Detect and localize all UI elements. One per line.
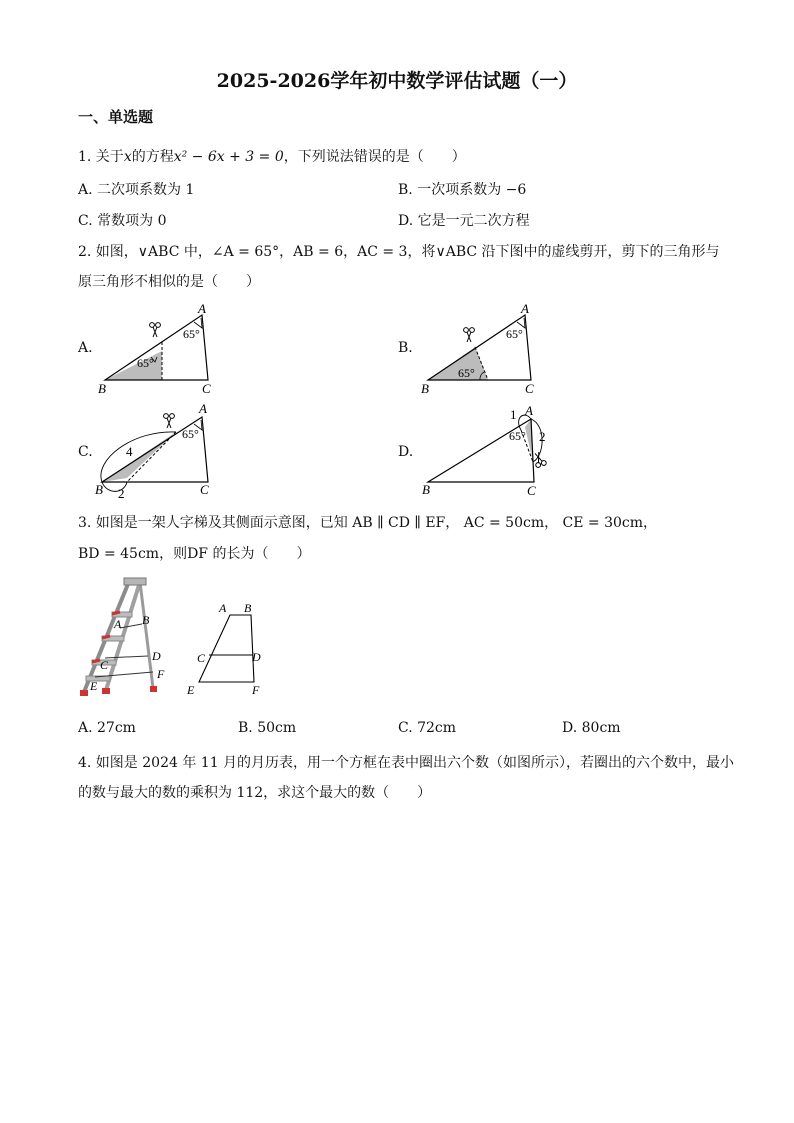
q1-option-b: B. 一次项系数为 −6 [398, 182, 527, 198]
trap-label-e: E [187, 683, 195, 697]
q2a-angle-a: 65° [183, 327, 200, 341]
q2d-len-2: 2 [539, 429, 546, 444]
q2c-label-c: C [200, 482, 209, 497]
q2d-angle-a: 65° [509, 429, 526, 443]
q2-option-b-label: B. [398, 340, 413, 356]
q2c-label-b: B [95, 482, 103, 497]
q2c-label-a: A [199, 401, 207, 416]
question-4-line1: 4. 如图是 2024 年 11 月的月历表，用一个方框在表中圈出六个数（如图所示），若圈出的六个数中，最小 [78, 755, 735, 771]
ladder-label-d: D [152, 649, 161, 663]
q1-option-c: C. 常数项为 0 [78, 213, 167, 229]
ladder-line-ab [120, 624, 142, 628]
q2b-label-b: B [421, 381, 429, 396]
q2-figure-c [92, 400, 222, 500]
ladder-foot-2 [102, 688, 110, 694]
q2-option-d-label: D. [398, 444, 414, 460]
q2a-label-b: B [98, 381, 106, 396]
question-4-line2: 的数与最大的数的乘积为 112，求这个最大的数（ ） [78, 785, 432, 801]
q2-figure-a [95, 300, 225, 398]
question-2-line1: 2. 如图，∨ABC 中，∠A = 65°，AB = 6，AC = 3，将∨ABC 沿下图中的虚线剪开，剪下的三角形与 [78, 244, 720, 260]
section-heading: 一、单选题 [78, 108, 154, 126]
trap-label-c: C [197, 651, 206, 665]
ladder-foot-1 [80, 690, 88, 696]
q2d-label-b: B [422, 482, 430, 497]
page-title: 2025-2026学年初中数学评估试题（一） [216, 70, 578, 92]
trap-label-a: A [219, 601, 227, 615]
q1-option-a: A. 二次项系数为 1 [78, 182, 195, 198]
q2c-brace-4 [101, 432, 176, 482]
ladder-label-b: B [142, 613, 150, 627]
q1-stem-pre: 1. 关于 [78, 149, 124, 165]
q2d-label-c: C [527, 483, 536, 498]
trap-label-b: B [244, 601, 252, 615]
q2c-angle-a: 65° [182, 427, 199, 441]
q1-option-d: D. 它是一元二次方程 [398, 213, 530, 229]
q2-option-c-label: C. [78, 444, 93, 460]
q2b-angle-cut: 65° [458, 366, 475, 380]
ladder-label-f: F [157, 667, 165, 681]
q3-option-d: D. 80cm [562, 720, 621, 736]
ladder-red-mark-2 [102, 636, 110, 638]
q2a-angle-cut: 65° [137, 356, 154, 370]
scissors-icon [164, 414, 175, 428]
ladder-label-c: C [100, 658, 109, 672]
q2b-label-a: A [521, 301, 529, 316]
q2a-label-a: A [198, 301, 206, 316]
q1-var: x [123, 149, 132, 165]
trapezoid-diagram [183, 598, 273, 698]
ladder-red-mark-1 [112, 612, 120, 614]
q2c-len-2: 2 [118, 486, 125, 500]
scissors-icon [464, 328, 475, 342]
question-2-line2: 原三角形不相似的是（ ） [78, 274, 260, 290]
ladder-red-mark-3 [92, 660, 100, 662]
q3-option-c: C. 72cm [398, 720, 457, 736]
question-3-line2: BD = 45cm，则DF 的长为（ ） [78, 546, 311, 562]
q2b-angle-a: 65° [506, 327, 523, 341]
q1-equation: x² − 6x + 3 = 0 [173, 149, 284, 165]
ladder-line-ef [95, 672, 153, 677]
q2c-len-4: 4 [126, 444, 133, 459]
question-1-stem [78, 146, 466, 166]
q3-option-b: B. 50cm [238, 720, 297, 736]
q2-option-a-label: A. [78, 340, 93, 356]
ladder-image [78, 572, 178, 704]
ladder-line-cd [105, 656, 148, 658]
q2d-len-1: 1 [510, 407, 517, 422]
ladder-foot-3 [150, 686, 157, 692]
trap-label-d: D [252, 650, 261, 664]
scissors-icon [150, 323, 161, 337]
q2a-label-c: C [202, 381, 211, 396]
q1-stem-post: ，下列说法错误的是（ ） [283, 149, 466, 165]
q1-stem-mid: 的方程 [131, 149, 174, 165]
ladder-label-e: E [90, 679, 98, 693]
ladder-label-a: A [114, 617, 122, 631]
q2-figure-b [418, 300, 548, 398]
q2d-label-a: A [525, 403, 533, 418]
question-3-line1: 3. 如图是一架人字梯及其侧面示意图，已知 AB ∥ CD ∥ EF， AC = 50cm， CE = 30cm， [78, 515, 658, 531]
ladder-top-cap [124, 578, 146, 585]
q3-option-a: A. 27cm [78, 720, 136, 736]
q2-figure-d [418, 400, 558, 500]
trapezoid-shape [199, 615, 254, 682]
q2b-label-c: C [525, 381, 534, 396]
trap-label-f: F [252, 683, 260, 697]
